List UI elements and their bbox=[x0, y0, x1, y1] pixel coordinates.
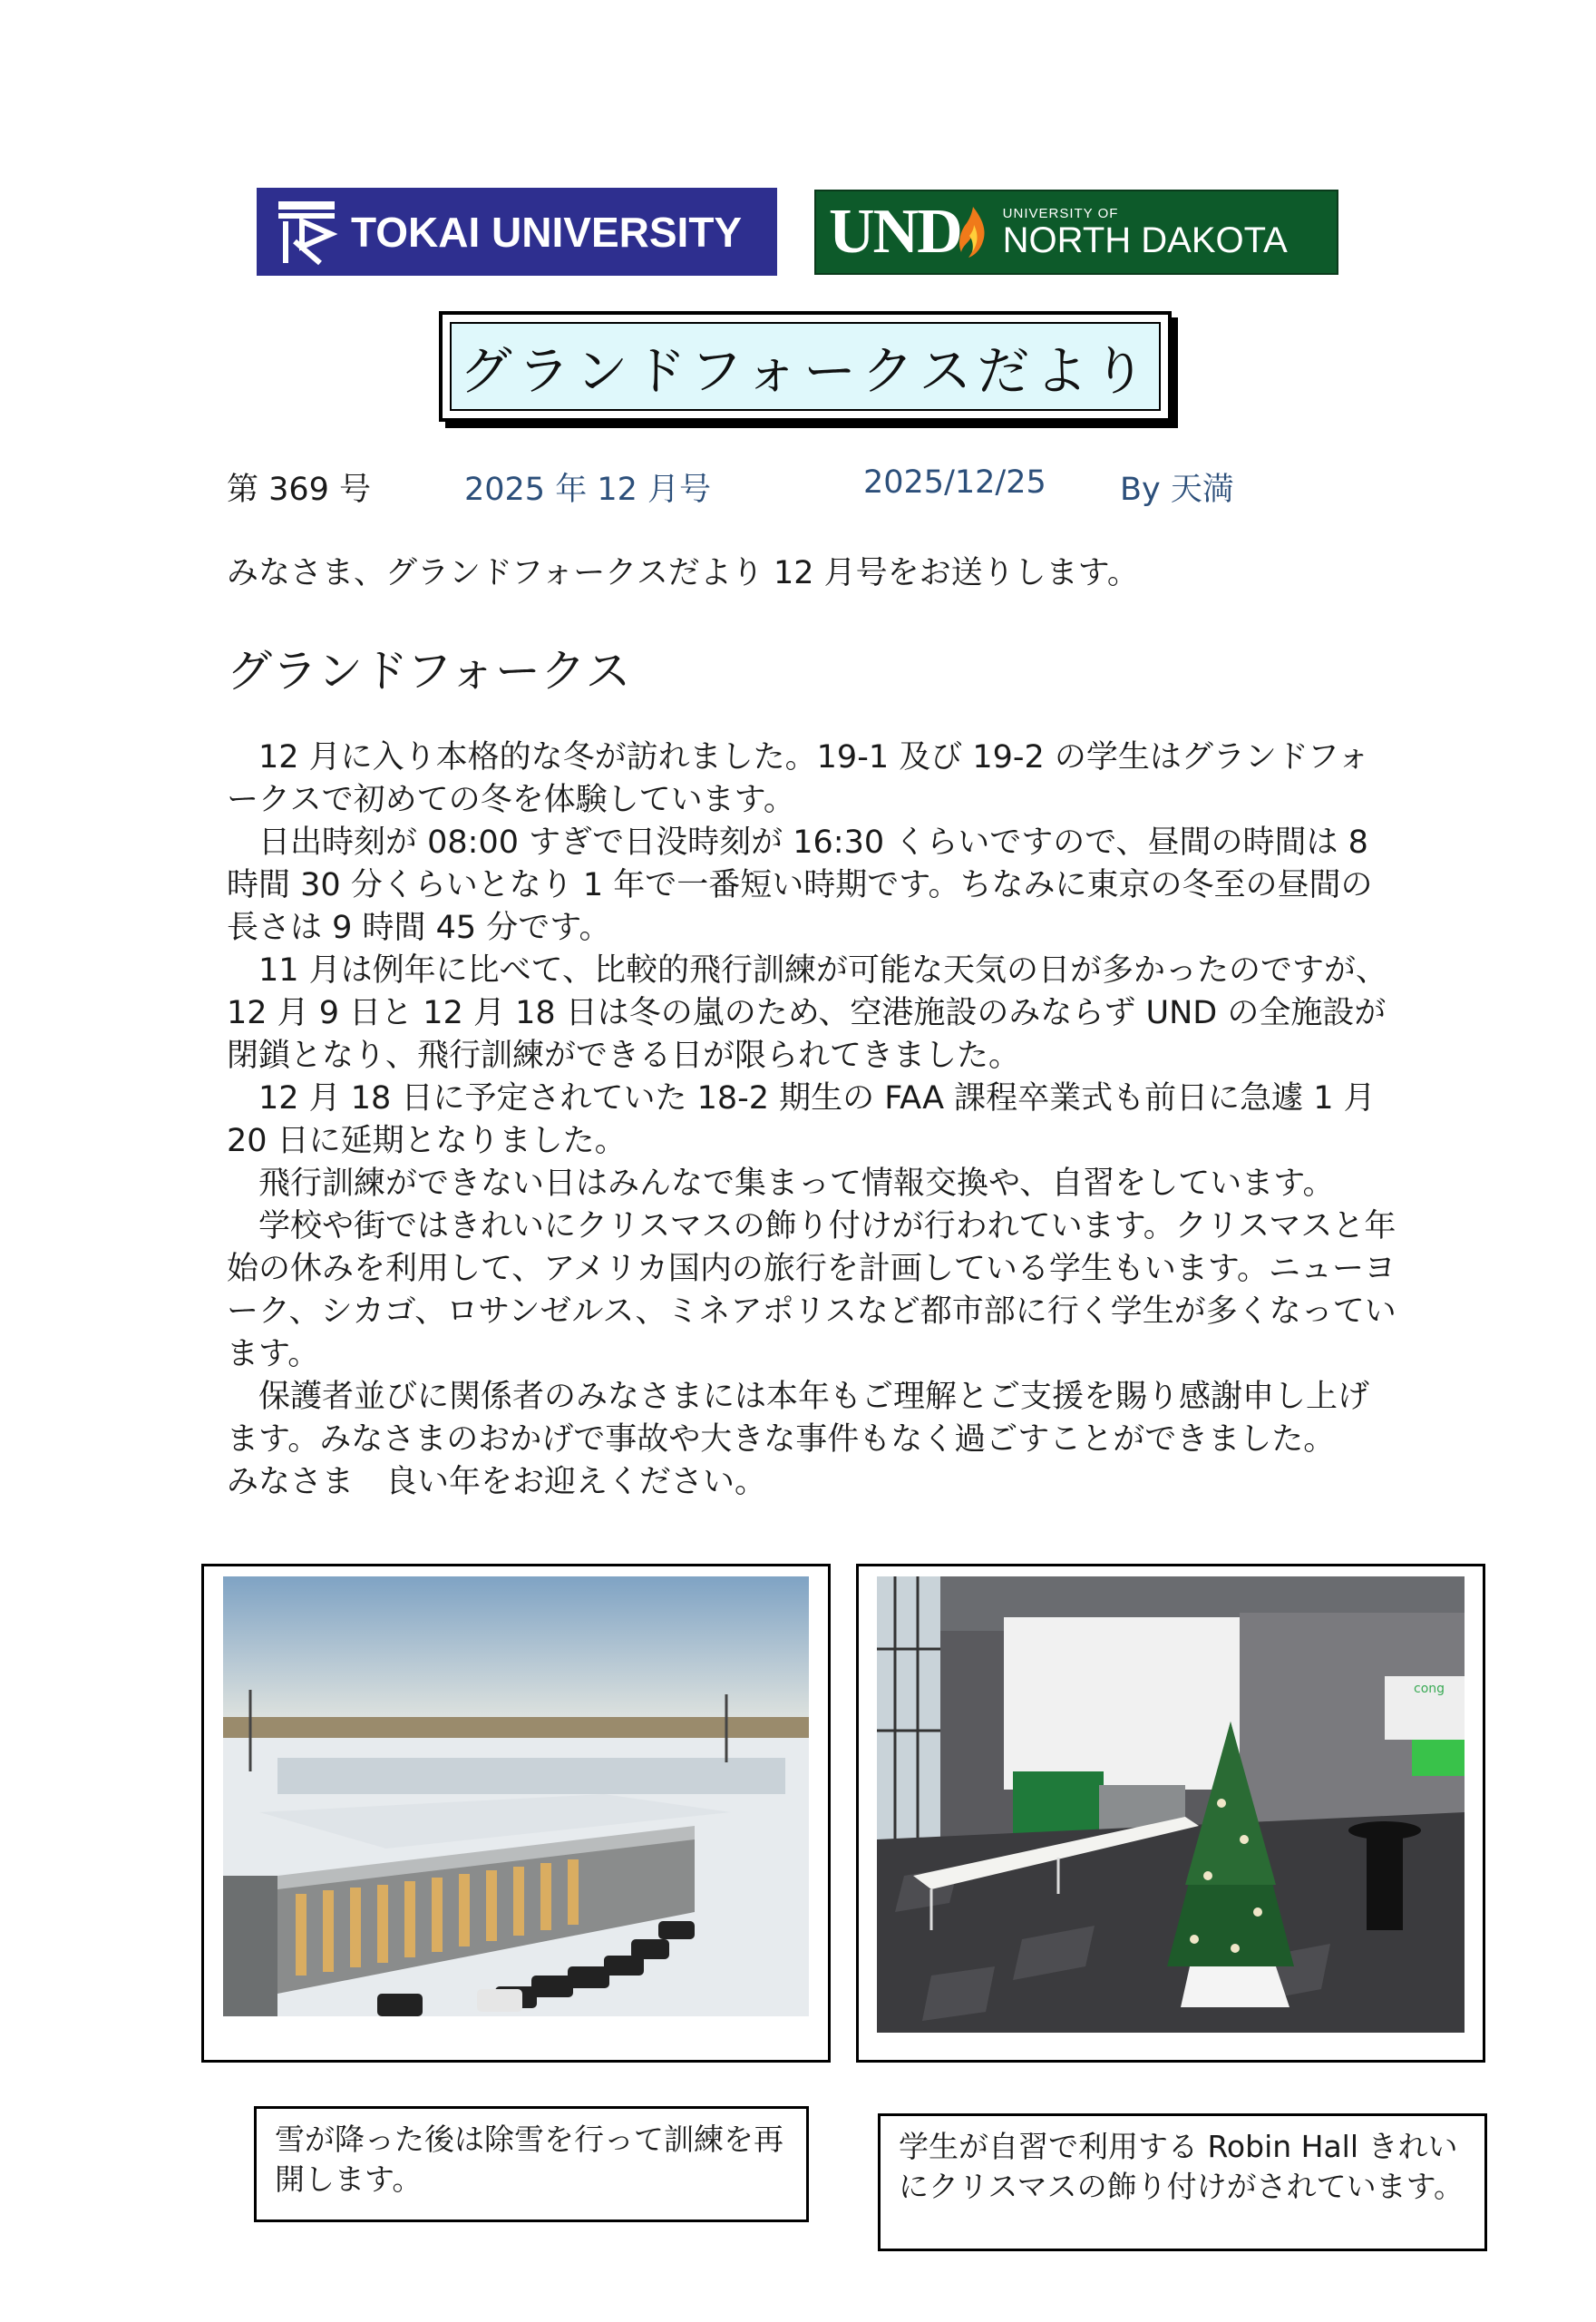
und-north-dakota: NORTH DAKOTA bbox=[1002, 220, 1288, 260]
paragraph: 飛行訓練ができない日はみんなで集まって情報交換や、自習をしています。 bbox=[258, 1166, 1335, 1202]
intro-text: みなさま、グランドフォークスだより 12 月号をお送りします。 bbox=[227, 555, 1139, 591]
tokai-university-logo bbox=[257, 188, 777, 276]
robin-hall-photo bbox=[877, 1576, 1465, 2033]
paragraph: 12 月に入り本格的な冬が訪れました。19-1 及び 19-2 の学生はグランドフォークスで初めての冬を体験しています。 bbox=[227, 739, 1370, 818]
paragraph: 保護者並びに関係者のみなさまには本年もご理解とご支援を賜り感謝申し上げます。みなさまのおかげで事故や大きな事件もなく過ごすことができました。 bbox=[227, 1379, 1370, 1458]
issue-date: 2025/12/25 bbox=[863, 464, 1046, 501]
newsletter-title: グランドフォークスだより bbox=[450, 322, 1161, 411]
screen-text: cong bbox=[1414, 1682, 1445, 1696]
section-heading: グランドフォークス bbox=[227, 645, 631, 698]
paragraph: 11 月は例年に比べて、比較的飛行訓練が可能な天気の日が多かったのですが、12 月 9 日と 12 月 18 日は冬の嵐のため、空港施設のみならず UND の全施設が閉鎖となり、飛行訓練ができる日が限られてきました。 bbox=[227, 952, 1387, 1074]
und-university-of: UNIVERSITY OF bbox=[1002, 205, 1119, 221]
right-photo-caption: 学生が自習で利用する Robin Hall きれいにクリスマスの飾り付けがされています。 bbox=[878, 2113, 1487, 2251]
left-photo-caption: 雪が降った後は除雪を行って訓練を再開します。 bbox=[254, 2106, 809, 2222]
article-body bbox=[227, 737, 1396, 1504]
paragraph: 日出時刻が 08:00 すぎで日没時刻が 16:30 くらいですので、昼間の時間は 8 時間 30 分くらいとなり 1 年で一番短い時期です。ちなみに東京の冬至の昼間の長さは 9 時間 45 分です。 bbox=[227, 824, 1373, 946]
closing-line: みなさま 良い年をお迎えください。 bbox=[227, 1464, 767, 1500]
paragraph: 学校や街ではきれいにクリスマスの飾り付けが行われています。クリスマスと年始の休みを利用して、アメリカ国内の旅行を計画している学生もいます。ニューヨーク、シカゴ、ロサンゼルス、ミネアポリスなど都市部に行く学生が多くなっています。 bbox=[227, 1208, 1396, 1372]
newsletter-title-box bbox=[439, 311, 1172, 422]
und-logo-mark: UND bbox=[829, 197, 961, 267]
issue-month: 2025 年 12 月号 bbox=[464, 472, 711, 508]
issue-author: By 天満 bbox=[1120, 472, 1234, 508]
und-logo bbox=[814, 190, 1338, 275]
und-logo-wordmark bbox=[1003, 207, 1288, 259]
issue-number: 第 369 号 bbox=[227, 472, 372, 508]
tokai-logo-text: TOKAI UNIVERSITY bbox=[351, 208, 743, 256]
snowy-airport-photo bbox=[223, 1576, 809, 2016]
tokai-emblem-icon bbox=[275, 198, 338, 267]
paragraph: 12 月 18 日に予定されていた 18-2 期生の FAA 課程卒業式も前日に急遽 1 月 20 日に延期となりました。 bbox=[227, 1080, 1376, 1159]
